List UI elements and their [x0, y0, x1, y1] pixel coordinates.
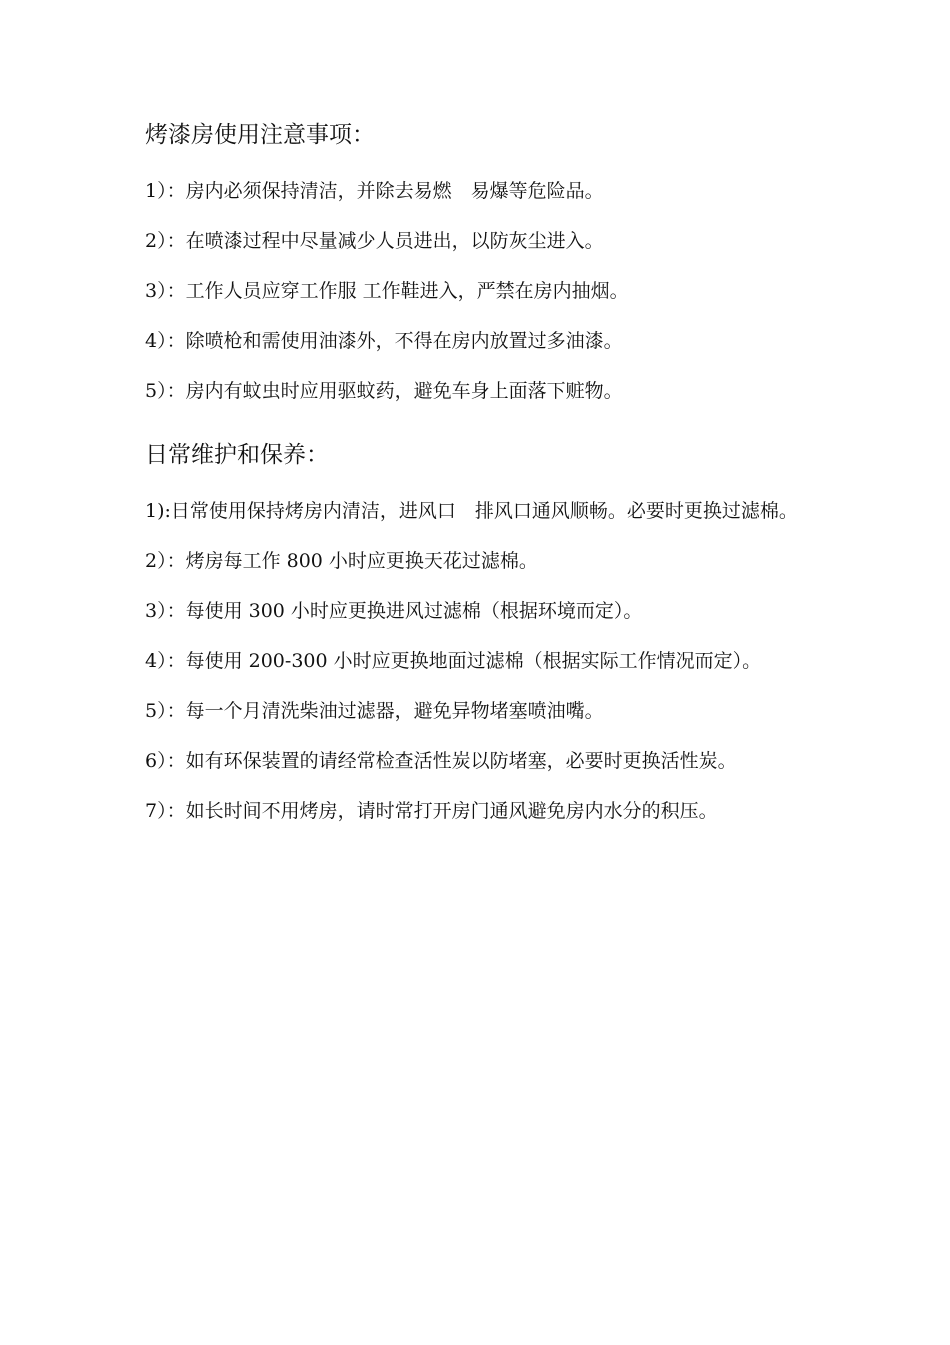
document-content	[145, 118, 825, 836]
list-item: 5）：房内有蚊虫时应用驱蚊药，避免车身上面落下赃物。	[145, 380, 623, 402]
list-item: 5）：每一个月清洗柴油过滤器，避免异物堵塞喷油嘴。	[145, 700, 604, 722]
list-item: 4）：每使用 200-300 小时应更换地面过滤棉（根据实际工作情况而定）。	[145, 650, 762, 672]
section-daily-maintenance	[145, 438, 825, 836]
list-item: 6）：如有环保装置的请经常检查活性炭以防堵塞，必要时更换活性炭。	[145, 750, 737, 772]
list-item: 4）：除喷枪和需使用油漆外，不得在房内放置过多油漆。	[145, 330, 623, 352]
section-title: 烤漆房使用注意事项：	[145, 122, 375, 148]
list-item: 3）：每使用 300 小时应更换进风过滤棉（根据环境而定）。	[145, 600, 643, 622]
list-item: 3）：工作人员应穿工作服 工作鞋进入，严禁在房内抽烟。	[145, 280, 629, 302]
list-item: 1):日常使用保持烤房内清洁，进风口 排风口通风顺畅。必要时更换过滤棉。	[145, 500, 798, 522]
section-usage-precautions	[145, 118, 825, 416]
list-item: 2）：烤房每工作 800 小时应更换天花过滤棉。	[145, 550, 538, 572]
list-item: 1）：房内必须保持清洁，并除去易燃 易爆等危险品。	[145, 180, 604, 202]
list-item: 7）：如长时间不用烤房，请时常打开房门通风避免房内水分的积压。	[145, 800, 718, 822]
list-item: 2）：在喷漆过程中尽量减少人员进出，以防灰尘进入。	[145, 230, 604, 252]
section-title: 日常维护和保养：	[145, 442, 329, 468]
